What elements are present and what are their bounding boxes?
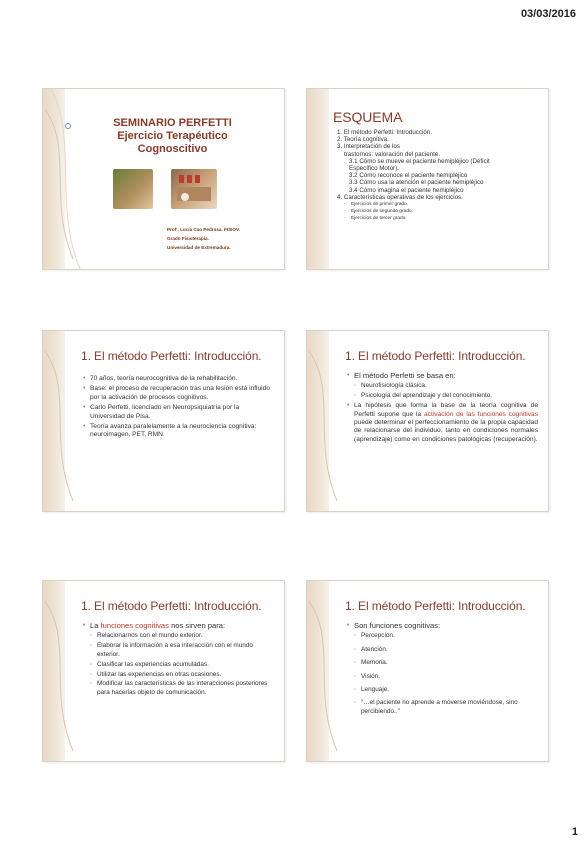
- sub-bullet-item: ◦ Memoria.: [347, 659, 538, 667]
- sub-bullet-item: ◦ Neurofisiología clásica.: [347, 382, 538, 390]
- outline-line: 2. Teoría cognitiva.: [337, 136, 389, 144]
- highlight-text: funciones cognitivas: [100, 621, 169, 630]
- slide-title: ESQUEMA: [333, 109, 403, 125]
- cover-credits: [167, 225, 240, 252]
- bullet-item: • Son funciones cognitivas:: [347, 621, 538, 630]
- bullet-item: • Base: el proceso de recuperación tras una lesión está influido por la activación de procesos cognitivos.: [83, 385, 274, 402]
- cover-title-line2: Ejercicio Terapéutico: [117, 130, 228, 142]
- sub-bullet-item: ◦ Lenguaje.: [347, 686, 538, 694]
- slide-2: [306, 88, 549, 270]
- bullet-text: puede determinar el perfeccionamiento de la propia capacidad de relacionarse del individuo, tanto en condiciones normales (aprendizaje) como en condiciones patológicas (recuperación).: [354, 419, 538, 443]
- slide-1: [42, 88, 285, 270]
- bullet-list: [347, 371, 538, 446]
- sub-bullet-item: ◦ Clasificar las experiencias acumuladas.: [83, 661, 274, 669]
- cover-title-line1: SEMINARIO PERFETTI: [113, 117, 232, 129]
- outline-line: 3. Interpretación de los: [337, 143, 400, 151]
- page-number: 1: [571, 826, 578, 838]
- cover-title: [61, 117, 284, 156]
- outline-subline: 3.4 Cómo imagina el paciente hemipléjico: [349, 186, 464, 194]
- slide-6: [306, 580, 549, 762]
- bullet-item: • Carlo Perfetti, licenciado en Neuropsiquiatría por la Universidad de Pisa.: [83, 404, 274, 421]
- outline-list: [337, 129, 536, 223]
- sub-bullet-item: ◦ Atención.: [347, 646, 538, 654]
- bullet-list: [347, 621, 538, 718]
- outline-line: trastornos: valoración del paciente.: [344, 150, 440, 158]
- credit-line3: Universidad de Extremadura.: [167, 245, 231, 250]
- swirl-decoration: [307, 581, 347, 762]
- sub-bullet-item: ◦ “…el paciente no aprende a moverse moviéndose, sino percibiendo..”: [347, 699, 538, 716]
- slide-5: [42, 580, 285, 762]
- bullet-text: La hipótesis que forma la base de la teoría cognitiva de Perfetti supone que la: [354, 402, 538, 418]
- outline-subline: 3.2 Cómo reconoce el paciente hemipléjico: [349, 172, 468, 180]
- slide-title: 1. El método Perfetti: Introducción.: [81, 599, 262, 613]
- bullet-item: [347, 402, 538, 444]
- bullet-item: • El método Perfetti se basa en:: [347, 371, 538, 380]
- cover-title-line3: Cognoscitivo: [137, 143, 208, 155]
- bullet-item: • 70 años, teoría neurocognitiva de la rehabilitación.: [83, 375, 274, 383]
- board-exercise-photo: [171, 169, 217, 209]
- outline-line: 1. El método Perfetti: Introducción.: [337, 129, 432, 136]
- highlight-text: activación de las funciones cognitivas: [424, 410, 538, 418]
- slide-title: 1. El método Perfetti: Introducción.: [345, 349, 526, 363]
- decorative-band: [307, 89, 329, 269]
- outline-subline: 3.1 Cómo se mueve el paciente hemipléjico (Déficit: [349, 157, 490, 165]
- bullet-list: [83, 621, 274, 699]
- slide-3: [42, 330, 285, 512]
- sub-bullet-item: ◦ Relacionarnos con el mundo exterior.: [83, 632, 274, 640]
- print-date: 03/03/2016: [520, 8, 576, 20]
- exercise-item: ◦ Ejercicios de primer grado.: [337, 201, 536, 208]
- bullet-text: La: [90, 621, 101, 630]
- outline-subline: 3.3 Cómo usa la atención el paciente hemipléjico: [349, 179, 484, 187]
- bullet-item: [83, 621, 274, 630]
- slide-title: 1. El método Perfetti: Introducción.: [81, 349, 262, 363]
- board-exercise-illustration: [171, 169, 217, 209]
- sub-bullet-item: ◦ Utilizar las experiencias en otras ocasiones.: [83, 671, 274, 679]
- slide-title: 1. El método Perfetti: Introducción.: [345, 599, 526, 613]
- bullet-list: [83, 375, 274, 442]
- hand-exercise-photo: [113, 169, 153, 209]
- exercise-item: ◦ Ejercicios de tercer grado.: [337, 215, 536, 222]
- slide-4: [306, 330, 549, 512]
- outline-line: 4. Características operativas de los ejercicios.: [337, 193, 463, 201]
- swirl-decoration: [307, 331, 347, 512]
- sub-bullet-item: ◦ Visión.: [347, 673, 538, 681]
- sub-bullet-item: ◦ Percepción.: [347, 632, 538, 640]
- sub-bullet-item: ◦ Elaborar la información a esa interacción con el mundo exterior.: [83, 642, 274, 659]
- swirl-decoration: [43, 581, 83, 762]
- exercise-item: ◦ Ejercicios de segundo grado.: [337, 208, 536, 215]
- sub-bullet-item: ◦ Modificar las características de las interacciones posteriores para hacerlas objeto de comunicación.: [83, 680, 274, 697]
- bullet-item: • Teoría avanza paralelamente a la neurociencia cognitiva: neuroimagen, PET, RMN.: [83, 423, 274, 440]
- sub-bullet-item: ◦ Psicología del aprendizaje y del conocimiento.: [347, 392, 538, 400]
- bullet-text: nos sirven para:: [168, 621, 226, 630]
- outline-subline: Específico Motor).: [349, 165, 399, 173]
- credit-line1: Prof’. Lucía Cao Pedrosa. FISIOV.: [167, 227, 240, 232]
- credit-line2: Grado Fisioterapia.: [167, 236, 209, 241]
- swirl-decoration: [43, 331, 83, 512]
